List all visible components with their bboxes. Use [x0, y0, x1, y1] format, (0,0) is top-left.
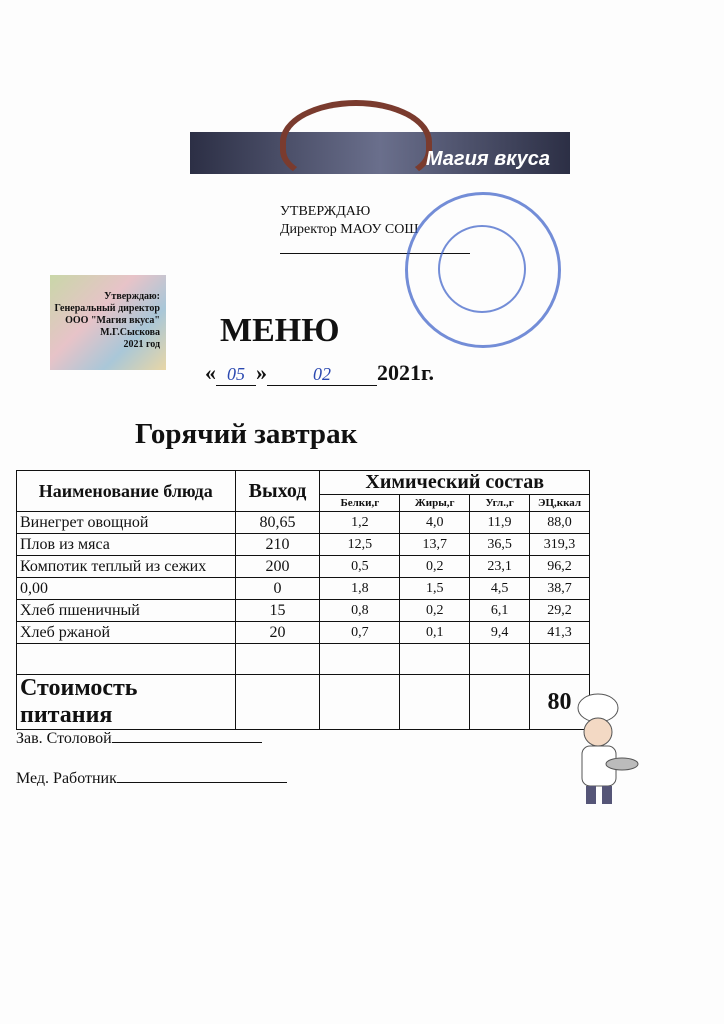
page-title: МЕНЮ: [220, 312, 340, 349]
approval-stamp: [50, 275, 166, 370]
cell-energy: 88,0: [530, 512, 590, 534]
cell-fat: 0,2: [400, 600, 470, 622]
official-seal: [405, 192, 561, 348]
cell-protein: 0,8: [320, 600, 400, 622]
cell-protein: 1,2: [320, 512, 400, 534]
cell-fat: 0,1: [400, 622, 470, 644]
table-row: [17, 600, 590, 622]
cell-protein: 12,5: [320, 534, 400, 556]
cell-output: 210: [235, 534, 320, 556]
cell-output: 200: [235, 556, 320, 578]
logo-text: Магия вкуса: [425, 148, 550, 170]
cell-protein: 0,5: [320, 556, 400, 578]
cell-carbs: 11,9: [470, 512, 530, 534]
menu-table: [16, 470, 590, 730]
cell-name: Компотик теплый из сежих: [17, 556, 236, 578]
cell-energy: 29,2: [530, 600, 590, 622]
table-row: [17, 622, 590, 644]
cell-carbs: 4,5: [470, 578, 530, 600]
cost-value: 80: [530, 675, 590, 730]
cell-name: Плов из мяса: [17, 534, 236, 556]
cell-output: 0: [235, 578, 320, 600]
cell-fat: 1,5: [400, 578, 470, 600]
table-row: [17, 578, 590, 600]
stamp-text: 2021 год: [123, 339, 160, 350]
canteen-signature: [16, 728, 262, 748]
cell-carbs: 23,1: [470, 556, 530, 578]
company-logo: [190, 100, 570, 182]
header-energy: ЭЦ,ккал: [530, 495, 590, 512]
cell-energy: 319,3: [530, 534, 590, 556]
cell-name: 0,00: [17, 578, 236, 600]
table-row: [17, 556, 590, 578]
header-chem: Химический состав: [320, 471, 590, 495]
approval-heading: УТВЕРЖДАЮ: [280, 204, 371, 219]
medic-signature: [16, 768, 287, 788]
medic-label: Мед. Работник: [16, 770, 117, 787]
date-day: 05: [216, 364, 256, 386]
cell-name: Хлеб пшеничный: [17, 600, 236, 622]
header-fat: Жиры,г: [400, 495, 470, 512]
stamp-text: Генеральный директор: [54, 303, 160, 314]
cell-carbs: 6,1: [470, 600, 530, 622]
header-protein: Белки,г: [320, 495, 400, 512]
cell-name: Хлеб ржаной: [17, 622, 236, 644]
chef-illustration: [560, 690, 640, 810]
stamp-text: ООО "Магия вкуса": [65, 315, 160, 326]
menu-date: « 05 » 02 2021г.: [205, 360, 435, 385]
stamp-text: М.Г.Сыскова: [100, 327, 160, 338]
cell-output: 15: [235, 600, 320, 622]
header-carbs: Угл.,г: [470, 495, 530, 512]
header-output: Выход: [235, 471, 320, 512]
meal-title: Горячий завтрак: [135, 418, 358, 450]
cell-fat: 4,0: [400, 512, 470, 534]
table-row: [17, 534, 590, 556]
approval-position: Директор МАОУ СОШ: [280, 222, 419, 237]
cost-label: Стоимость питания: [17, 675, 236, 730]
cell-protein: 0,7: [320, 622, 400, 644]
cell-energy: 41,3: [530, 622, 590, 644]
cell-energy: 96,2: [530, 556, 590, 578]
cell-carbs: 36,5: [470, 534, 530, 556]
cell-output: 80,65: [235, 512, 320, 534]
table-row: [17, 512, 590, 534]
canteen-label: Зав. Столовой: [16, 730, 112, 747]
cell-fat: 13,7: [400, 534, 470, 556]
cell-carbs: 9,4: [470, 622, 530, 644]
date-month: 02: [267, 364, 377, 386]
date-year: 2021г.: [377, 360, 435, 385]
cell-energy: 38,7: [530, 578, 590, 600]
cell-fat: 0,2: [400, 556, 470, 578]
cell-name: Винегрет овощной: [17, 512, 236, 534]
cell-protein: 1,8: [320, 578, 400, 600]
stamp-text: Утверждаю:: [104, 291, 160, 302]
header-name: Наименование блюда: [17, 471, 236, 512]
cell-output: 20: [235, 622, 320, 644]
